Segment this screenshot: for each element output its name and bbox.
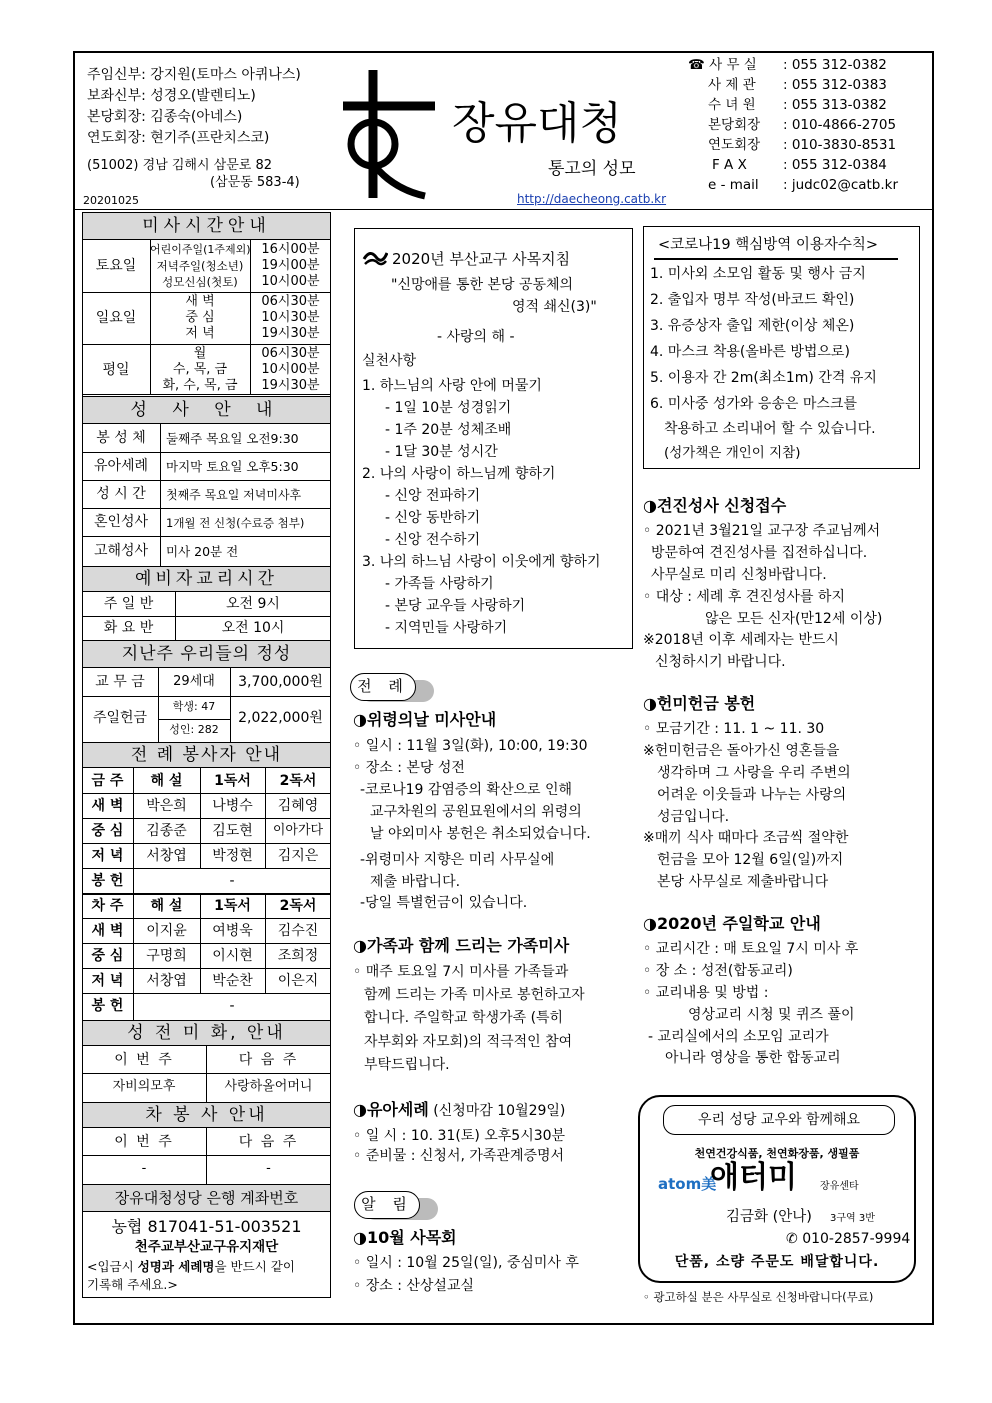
sacrament-key: 유아세례	[93, 458, 149, 474]
requiem-line: 날 야외미사 봉헌은 취소되었습니다.	[370, 826, 591, 842]
mass-time: 10시00분	[261, 362, 320, 377]
server-name: 박정현	[212, 848, 253, 864]
flowers-head: 다 음 주	[238, 1052, 299, 1068]
mass-time: 16시00분	[261, 242, 320, 257]
sacrament-value: 1개월 전 신청(수료증 첨부)	[166, 516, 305, 530]
mass-name: 중 심	[185, 310, 215, 325]
divider	[160, 424, 161, 566]
family-mass-line: ◦ 매주 토요일 7시 미사를 가족들과	[353, 964, 569, 980]
family-mass-line: 부탁드립니다.	[364, 1057, 450, 1073]
mass-name: 저 녁	[185, 326, 215, 341]
practice-item: - 1일 10분 성경읽기	[385, 400, 512, 416]
table-head: 해 설	[150, 898, 183, 914]
divider	[82, 508, 331, 509]
sunday-school-line: ◦ 교리내용 및 방법 :	[643, 985, 769, 1001]
ad-person: 김금화 (안나)	[726, 1209, 812, 1225]
confirmation-line: ◦ 대상 : 세례 후 견진성사를 하지	[643, 589, 845, 605]
contact-key: e - mail	[708, 177, 759, 193]
catechumen-title: 예비자교리시간	[135, 569, 278, 589]
sacrament-key: 고해성사	[93, 543, 149, 559]
divider	[82, 616, 331, 617]
practice-item: - 1달 30분 성시간	[385, 444, 498, 460]
sunday-school-line: ◦ 교리시간 : 매 토요일 7시 미사 후	[643, 941, 859, 957]
ad-phone: ✆ 010-2857-9994	[786, 1231, 911, 1247]
family-mass-line: 함께 드리는 가족 미사로 봉헌하고자	[364, 987, 585, 1003]
car-this-week: -	[141, 1161, 147, 1176]
ad-delivery: 단품, 소량 주문도 배달합니다.	[674, 1254, 880, 1270]
server-name: 조희정	[277, 948, 319, 964]
address-line: (51002) 경남 김해시 삼문로 82	[87, 158, 273, 173]
divider	[82, 843, 331, 844]
student-count: 학생: 47	[172, 700, 216, 713]
rice-offering-line: 성금입니다.	[657, 809, 730, 825]
parish-subtitle: 통고의 성모	[548, 159, 636, 179]
deposit-note-2: 기록해 주세요.>	[87, 1277, 178, 1292]
sunday-label: 일요일	[95, 310, 137, 326]
practice-item: 2. 나의 사랑이 하느님께 향하기	[362, 466, 556, 482]
table-row-label: 중 심	[91, 948, 124, 964]
table-row-label: 새 벽	[91, 923, 124, 939]
divider	[82, 480, 331, 481]
infant-baptism-line: ◦ 준비물 : 신청서, 가족관계증명서	[353, 1148, 565, 1164]
sacrament-title: 성 사 안 내	[130, 400, 283, 420]
contact-value: : 010-3830-8531	[783, 137, 897, 153]
table-head: 1독서	[214, 898, 251, 914]
table-head: 차 주	[91, 898, 124, 914]
table-row-label: 새 벽	[91, 798, 124, 814]
family-mass-line: 합니다. 주일학교 학생가족 (특히	[364, 1010, 564, 1026]
practice-item: - 신앙 동반하기	[385, 510, 481, 526]
server-name: 박순찬	[212, 973, 253, 989]
covid-title: <코로나19 핵심방역 이용자수칙>	[658, 237, 879, 253]
practice-item: - 신앙 전파하기	[385, 488, 481, 504]
confirmation-line: 방문하여 견진성사를 집전하십니다.	[651, 545, 868, 561]
family-mass-line: 자부회와 자모회)의 적극적인 참여	[364, 1034, 573, 1050]
notice-tag: 알 림	[354, 1191, 420, 1219]
rice-offering-line: ※매끼 식사 때마다 조금씩 절약한	[643, 830, 849, 846]
mass-time: 19시00분	[261, 258, 320, 273]
weekday-label: 평일	[102, 362, 130, 378]
covid-rule: 1. 미사외 소모임 활동 및 행사 금지	[650, 266, 866, 282]
pastoral-year: - 사랑의 해 -	[437, 329, 515, 345]
contact-value: : 055 313-0382	[783, 97, 887, 113]
ad-branch: 장유센타	[820, 1181, 859, 1192]
practice-item: - 본당 교우들 사랑하기	[385, 598, 526, 614]
mass-name: 월	[193, 346, 207, 361]
mass-name: 화, 수, 목, 금	[162, 378, 238, 393]
family-mass-title: ◑가족과 함께 드리는 가족미사	[353, 936, 570, 955]
sunday-school-line: 영상교리 시청 및 퀴즈 풀이	[688, 1007, 855, 1023]
account-holder: 천주교부산교구유지재단	[134, 1239, 279, 1255]
mass-time: 06시30분	[261, 346, 320, 361]
contact-key: 연도회장	[708, 137, 761, 153]
server-name: 김도현	[212, 823, 253, 839]
parish-president-line: 본당회장: 김종숙(아네스)	[87, 109, 243, 125]
requiem-line: 교구차원의 공원묘원에서의 위령의	[370, 804, 582, 820]
confirmation-line: 사무실로 미리 신청바랍니다.	[651, 567, 827, 583]
offering-title: 지난주 우리들의 정성	[121, 644, 292, 664]
rice-offering-line: 생각하며 그 사랑을 우리 주변의	[657, 765, 851, 781]
catechumen-time: 오전 10시	[221, 620, 285, 636]
sunday-school-line: 아니라 영상을 통한 합동교리	[665, 1050, 841, 1066]
practice-item: - 가족들 사랑하기	[385, 576, 494, 592]
mass-time: 06시30분	[261, 294, 320, 309]
table-row-label: 봉 헌	[91, 873, 124, 889]
sacrament-value: 미사 20분 전	[166, 544, 239, 559]
mass-name: 저녁주일(청소년)	[156, 259, 244, 273]
covid-rule: 2. 출입자 명부 작성(바코드 확인)	[650, 292, 855, 308]
table-head: 2독서	[279, 898, 317, 914]
rice-offering-line: 헌금을 모아 12월 6일(일)까지	[657, 852, 844, 868]
sacrament-value: 둘째주 목요일 오전9:30	[166, 431, 299, 446]
divider	[82, 993, 331, 994]
covid-title-underline	[654, 258, 898, 260]
table-head: 해 설	[150, 773, 183, 789]
confirmation-line: ◦ 2021년 3월21일 교구장 주교님께서	[643, 523, 881, 539]
issue-date: 20201025	[83, 194, 139, 207]
ad-brand: 애터미	[710, 1160, 797, 1195]
rice-offering-line: 어려운 이웃들과 나누는 사랑의	[657, 787, 847, 803]
catechumen-time: 오전 9시	[226, 596, 280, 612]
server-name: 이아가다	[272, 823, 324, 838]
deposit-note: <입금시 성명과 세례명을 반드시 같이	[87, 1259, 295, 1274]
covid-rule: 착용하고 소리내어 할 수 있습니다.	[664, 421, 876, 437]
mass-name: 새 벽	[185, 294, 215, 309]
contact-value: : 055 312-0382	[783, 57, 887, 73]
flowers-head: 이 번 주	[114, 1052, 174, 1068]
contact-value: : 055 312-0384	[783, 157, 887, 173]
server-name: 김혜영	[277, 798, 319, 814]
council-title: ◑10월 사목회	[353, 1228, 457, 1247]
practice-heading: 실천사항	[362, 353, 417, 369]
sunday-offering-amount: 2,022,000원	[238, 710, 323, 726]
practice-item: - 1주 20분 성체조배	[385, 422, 512, 438]
liturgy-tag: 전 례	[350, 673, 416, 701]
car-head: 이 번 주	[114, 1134, 174, 1150]
server-name: 김종준	[146, 823, 187, 839]
contact-key: 수 녀 원	[708, 97, 756, 113]
divider	[82, 893, 331, 895]
mass-title: 미사시간안내	[142, 216, 271, 236]
sunday-school-line: ◦ 장 소 : 성전(합동교리)	[643, 963, 793, 979]
covid-rule: 3. 유증상자 출입 제한(이상 체온)	[650, 318, 855, 334]
divider	[82, 394, 331, 395]
practice-item: 3. 나의 하느님 사랑이 이웃에게 향하기	[362, 554, 601, 570]
divider	[82, 344, 331, 345]
requiem-title: ◑위령의날 미사안내	[353, 710, 497, 729]
sunday-school-line: - 교리실에서의 소모임 교리가	[648, 1029, 829, 1045]
server-name: 박은희	[146, 798, 187, 814]
flowers-this-week: 자비의모후	[112, 1079, 176, 1094]
mass-name: 어린이주일(1주제외)	[150, 243, 251, 256]
ad-note: ◦ 광고하실 분은 사무실로 신청바랍니다(무료)	[643, 1290, 874, 1304]
infant-baptism-line: ◦ 일 시 : 10. 31(토) 오후5시30분	[353, 1128, 566, 1144]
catechumen-class: 주 일 반	[103, 596, 154, 612]
divider	[82, 1155, 331, 1156]
address-detail: (삼문동 583-4)	[210, 175, 300, 190]
contact-key: 사 제 관	[708, 77, 756, 93]
covid-rule: 5. 이용자 간 2m(최소1m) 간격 유지	[650, 370, 877, 386]
sacrament-key: 혼인성사	[93, 514, 149, 530]
requiem-line: 제출 바랍니다.	[370, 874, 461, 890]
divider	[82, 943, 331, 944]
requiem-line: ◦ 일시 : 11월 3일(화), 10:00, 19:30	[353, 738, 588, 754]
council-line: ◦ 장소 : 산상설교실	[353, 1278, 474, 1294]
practice-item: - 지역민들 사랑하기	[385, 620, 508, 636]
diocese-emblem-icon	[362, 247, 388, 267]
confirmation-line: ※2018년 이후 세례자는 반드시	[643, 632, 839, 648]
adult-count: 성인: 282	[169, 723, 219, 736]
server-name: -	[229, 873, 235, 889]
car-title: 차 봉 사 안내	[145, 1105, 268, 1125]
table-head: 2독서	[279, 773, 317, 789]
divider	[82, 793, 331, 794]
catechumen-class: 화 요 반	[103, 620, 154, 636]
contact-value: : judc02@catb.kr	[783, 177, 899, 193]
mass-time: 19시30분	[261, 326, 320, 341]
flowers-title: 성 전 미 화, 안내	[127, 1023, 286, 1043]
mass-time: 19시30분	[261, 378, 320, 393]
bulletin-title: 장유대청	[452, 98, 623, 149]
covid-rule: (성가책은 개인이 지참)	[664, 445, 801, 461]
sunday-school-title: ◑2020년 주일학교 안내	[643, 914, 821, 933]
server-name: 김수진	[277, 923, 319, 939]
contact-key: F A X	[712, 157, 747, 173]
contact-value: : 055 312-0383	[783, 77, 887, 93]
divider	[82, 1073, 331, 1074]
divider	[82, 696, 331, 697]
server-name: 구명희	[146, 948, 187, 964]
pastoral-quote-1: "신망애를 통한 본당 공동체의	[391, 277, 574, 293]
confirmation-line: 신청하시기 바랍니다.	[655, 654, 786, 670]
bank-account: 농협 817041-51-003521	[111, 1217, 302, 1236]
table-head: 1독서	[214, 773, 251, 789]
sacrament-key: 봉 성 체	[96, 430, 146, 446]
tithe-amount: 3,700,000원	[238, 674, 323, 690]
requiem-line: ◦ 장소 : 본당 성전	[353, 760, 465, 776]
divider	[82, 452, 331, 453]
table-row-label: 저 녁	[91, 973, 124, 989]
confirmation-title: ◑견진성사 신청접수	[643, 496, 787, 515]
atomy-logo: atom美	[658, 1175, 717, 1193]
requiem-line: -당일 특별헌금이 있습니다.	[360, 895, 528, 911]
tithe-count: 29세대	[173, 674, 215, 689]
covid-rule: 4. 마스크 착용(올바른 방법으로)	[650, 344, 850, 360]
bank-title: 장유대청성당 은행 계좌번호	[114, 1189, 299, 1207]
infant-baptism-heading: ◑유아세례 (신청마감 10월29일)	[353, 1100, 566, 1119]
phone-icon: ✆	[786, 1231, 803, 1247]
practice-item: - 신앙 전수하기	[385, 532, 481, 548]
pastor-line: 주임신부: 강지원(토마스 아퀴나스)	[87, 67, 301, 83]
table-row-label: 저 녁	[91, 848, 124, 864]
mass-time: 10시00분	[261, 274, 320, 289]
server-name: 나병수	[212, 798, 253, 814]
car-head: 다 음 주	[238, 1134, 299, 1150]
server-name: 여병욱	[212, 923, 253, 939]
confirmation-line: 않은 모든 신자(만12세 이상)	[705, 611, 883, 627]
pastoral-quote-2: 영적 쇄신(3)"	[512, 299, 597, 315]
flowers-next-week: 사랑하올어머니	[224, 1079, 313, 1094]
server-name: 서창엽	[146, 973, 187, 989]
divider	[158, 719, 230, 720]
rice-offering-line: ◦ 모금기간 : 11. 1 ~ 11. 30	[643, 721, 825, 737]
tithe-label: 교 무 금	[95, 674, 145, 690]
server-name: 이시현	[212, 948, 253, 964]
mass-name: 성모신심(첫토)	[162, 275, 238, 289]
pastoral-title: 2020년 부산교구 사목지침	[392, 250, 571, 268]
sacrament-value: 첫째주 목요일 저녁미사후	[166, 488, 302, 502]
table-row-label: 봉 헌	[91, 998, 124, 1014]
ad-district: 3구역 3반	[830, 1213, 875, 1224]
website-link[interactable]: http://daecheong.catb.kr	[517, 192, 667, 206]
table-row-label: 중 심	[91, 823, 124, 839]
saturday-label: 토요일	[95, 258, 137, 274]
contact-value: : 010-4866-2705	[783, 117, 897, 133]
table-head: 금 주	[91, 773, 124, 789]
mass-name: 수, 목, 금	[172, 362, 228, 377]
divider	[82, 868, 331, 869]
council-line: ◦ 일시 : 10월 25일(일), 중심미사 후	[353, 1255, 579, 1271]
server-name: 이은지	[277, 973, 319, 989]
sunday-offering-label: 주일헌금	[92, 710, 148, 726]
ad-header: 우리 성당 교우와 함께해요	[697, 1112, 861, 1128]
rice-offering-line: ※헌미헌금은 돌아가신 영혼들을	[643, 743, 840, 759]
requiem-line: -코로나19 감염증의 확산으로 인해	[360, 782, 573, 798]
server-name: 이지윤	[146, 923, 187, 939]
rice-offering-title: ◑헌미헌금 봉헌	[643, 694, 756, 713]
divider	[82, 536, 331, 537]
server-name: 서창엽	[146, 848, 187, 864]
contact-key: 본당회장	[708, 117, 761, 133]
sacrament-key: 성 시 간	[96, 486, 146, 502]
divider	[82, 818, 331, 819]
divider	[82, 292, 331, 293]
header-divider	[74, 209, 933, 210]
requiem-line: -위령미사 지향은 미리 사무실에	[360, 852, 555, 868]
assistant-pastor-line: 보좌신부: 성경오(발렌티노)	[87, 88, 256, 104]
practice-item: 1. 하느님의 사랑 안에 머물기	[362, 378, 542, 394]
rice-offering-line: 본당 사무실로 제출바랍니다	[657, 874, 829, 890]
server-name: 김지은	[277, 848, 319, 864]
cross-logo-icon	[335, 64, 450, 204]
divider	[82, 918, 331, 919]
mass-time: 10시30분	[261, 310, 320, 325]
servers-title: 전 례 봉사자 안내	[130, 745, 283, 765]
contact-key: ☎ 사 무 실	[688, 57, 757, 73]
sacrament-value: 마지막 토요일 오후5:30	[166, 459, 299, 474]
yeondo-president-line: 연도회장: 현기주(프란치스코)	[87, 130, 270, 146]
ad-products: 천연건강식품, 천연화장품, 생필품	[694, 1147, 860, 1160]
divider	[82, 968, 331, 969]
server-name: -	[229, 998, 235, 1014]
car-next-week: -	[266, 1161, 271, 1176]
covid-rule: 6. 미사중 성가와 응송은 마스크를	[650, 396, 857, 412]
